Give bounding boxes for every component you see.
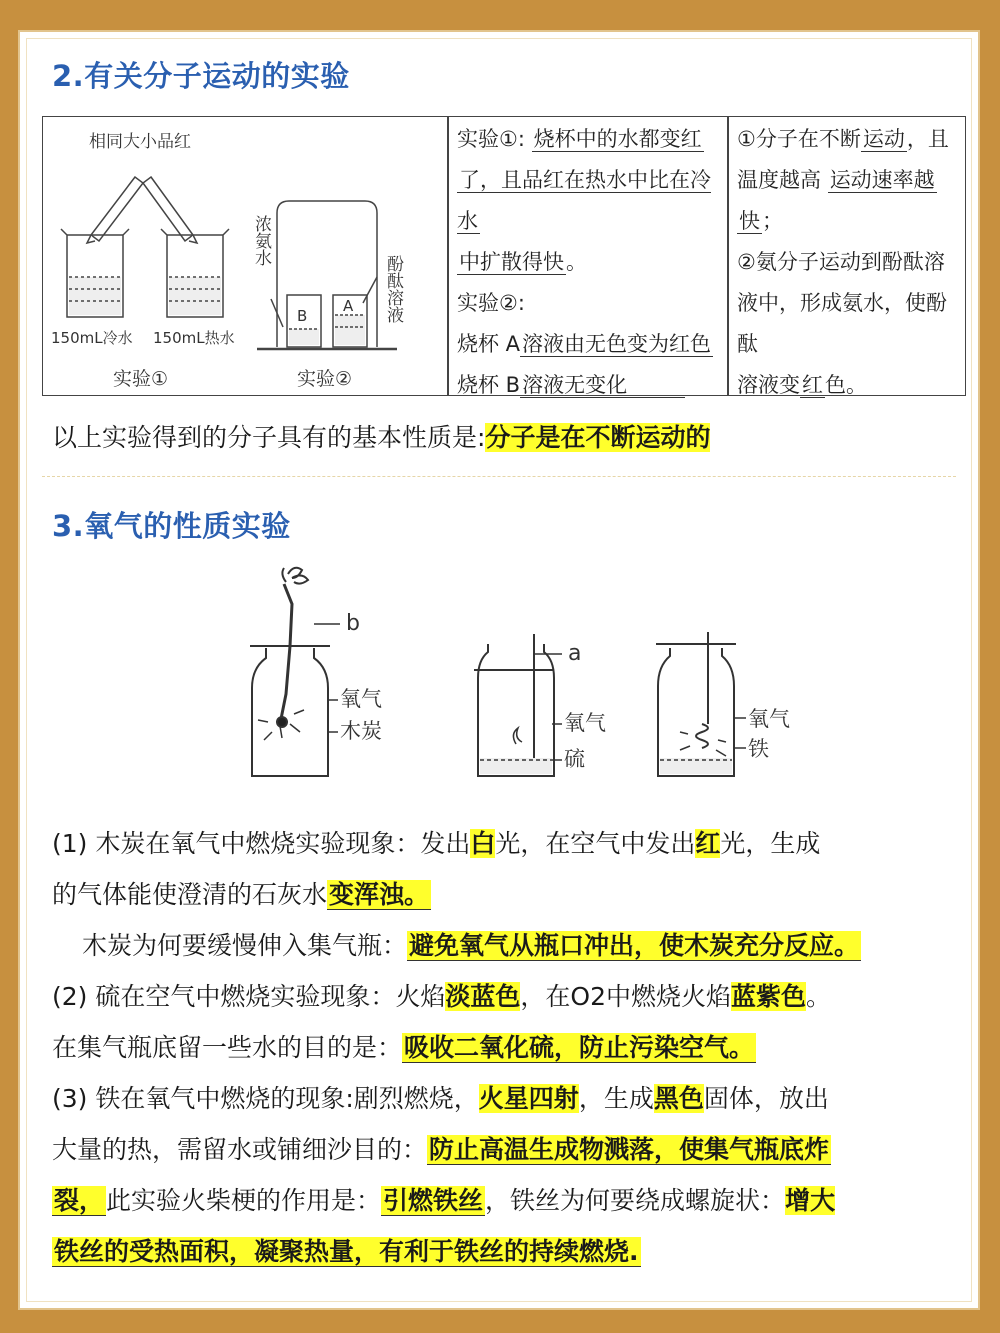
p3-sparks: 火星四射 <box>478 1084 579 1113</box>
exp2-prefix: 实验②: <box>457 291 525 315</box>
p3-c: ，生成 <box>578 1084 654 1113</box>
bell-jar <box>257 201 397 349</box>
beaker-cold-label: 150mL冷水 <box>51 329 133 347</box>
jar3-substance: 铁 <box>748 737 769 761</box>
p2-a: (2) 硫在空气中燃烧实验现象：火焰 <box>52 982 446 1011</box>
beaker-a-label: A <box>343 297 354 315</box>
dropper-right <box>143 177 197 243</box>
p3-black: 黑色 <box>653 1084 704 1113</box>
p3-spiral-2: 铁丝的受热面积，凝聚热量，有利于铁丝的持续燃烧. <box>54 1237 639 1266</box>
conclusion-l1c: ，且 <box>906 127 949 151</box>
jar1-gas: 氧气 <box>340 687 382 711</box>
p2-e: 。 <box>806 982 832 1011</box>
p3-k: ，铁丝为何要绕成螺旋状： <box>485 1186 786 1215</box>
experiment1-caption: 实验① <box>113 368 169 390</box>
jar1-substance: 木炭 <box>340 719 382 743</box>
beakerB-result: 溶液无变化 <box>520 373 685 398</box>
p3-i: 此实验火柴梗的作用是： <box>106 1186 382 1215</box>
phenolphthalein-label: 酚酞溶液 <box>383 255 403 323</box>
conclusion-l2b: 运动速率越 <box>829 168 935 192</box>
section-divider <box>42 476 956 477</box>
beaker-cold <box>61 229 129 317</box>
p3-purpose-1: 防止高温生成物溅落，使集气瓶底炸 <box>429 1135 830 1164</box>
jar-charcoal <box>250 568 330 776</box>
jar-sulfur <box>474 634 554 776</box>
experiment-table <box>42 116 966 396</box>
exp1-result-b: 了，且品红在热水中比在冷水 <box>457 168 711 233</box>
molecule-summary <box>52 418 710 454</box>
label-a: a <box>568 641 582 666</box>
jar-iron <box>656 632 736 776</box>
p2-blue-purple: 蓝紫色 <box>730 982 806 1011</box>
p1-a: (1) 木炭在氧气中燃烧实验现象：发出 <box>52 829 471 858</box>
conclusion-l3a: 快 <box>739 209 760 233</box>
oxygen-figure <box>230 564 810 794</box>
conclusion-l3b: ； <box>762 209 783 233</box>
dropper-left <box>87 177 143 243</box>
jar2-substance: 硫 <box>564 747 585 771</box>
conclusion-l4: ②氨分子运动到酚酞溶 <box>737 250 945 274</box>
p1-f: 的气体能使澄清的石灰水 <box>52 880 328 909</box>
p2-f: 在集气瓶底留一些水的目的是： <box>52 1033 403 1062</box>
p1-white: 白 <box>470 829 496 858</box>
summary-answer: 分子是在不断运动的 <box>485 423 711 452</box>
pin-hong-label: 相同大小品红 <box>89 132 191 152</box>
conclusion-l6a: 溶液变 <box>737 373 800 397</box>
exp1-result-c: 中扩散得快 <box>459 250 564 274</box>
jar2-gas: 氧气 <box>564 711 606 735</box>
exp1-prefix: 实验①: <box>457 127 525 151</box>
p1-e: 光，生成 <box>720 829 821 858</box>
conclusion-l5: 液中，形成氨水，使酚酞 <box>737 291 947 356</box>
p3-f: 大量的热，需留水或铺细沙目的： <box>52 1135 428 1164</box>
p3-e: 固体，放出 <box>703 1084 829 1113</box>
p1b-question: 木炭为何要缓慢伸入集气瓶： <box>82 931 408 960</box>
p3-ignite: 引燃铁丝 <box>383 1186 484 1215</box>
p2-purpose: 吸收二氧化硫，防止污染空气。 <box>404 1033 755 1062</box>
p1-turbid: 变浑浊。 <box>329 880 430 909</box>
observation-cell <box>457 119 723 406</box>
p3-spiral-1: 增大 <box>785 1186 836 1215</box>
p3-a: (3) 铁在氧气中燃烧的现象:剧烈燃烧， <box>52 1084 479 1113</box>
p2-light-blue: 淡蓝色 <box>445 982 521 1011</box>
p2-c: ，在O2中燃烧火焰 <box>520 982 731 1011</box>
conclusion-l2a: 温度越高 <box>737 168 821 192</box>
section3-title: 3.氧气的性质实验 <box>52 509 291 543</box>
section2-title: 2.有关分子运动的实验 <box>52 59 350 93</box>
beakerA-label: 烧杯 A <box>457 332 521 356</box>
p3-purpose-2: 裂， <box>54 1186 105 1215</box>
exp1-end: 。 <box>566 250 587 274</box>
conclusion-l1a: ①分子在不断 <box>737 127 861 151</box>
exp1-result-a: 烧杯中的水都变红 <box>533 127 702 151</box>
p1-red: 红 <box>695 829 721 858</box>
table-divider-1 <box>447 117 449 395</box>
content-card <box>18 30 980 1310</box>
beaker-hot-label: 150mL热水 <box>153 329 235 347</box>
conclusion-l1b: 运动 <box>862 127 905 151</box>
charcoal-paragraph <box>52 818 948 971</box>
p1-c: 光，在空气中发出 <box>495 829 696 858</box>
summary-prefix: 以上实验得到的分子具有的基本性质是: <box>52 423 486 452</box>
conclusion-cell <box>737 119 963 406</box>
beakerA-result: 溶液由无色变为红色 <box>522 332 712 356</box>
iron-paragraph <box>52 1073 948 1277</box>
beakerB-label: 烧杯 B <box>457 373 521 397</box>
conclusion-l6b: 红 <box>802 373 823 397</box>
experiment2-caption: 实验② <box>297 368 353 390</box>
molecular-motion-figure <box>43 117 447 395</box>
label-b: b <box>346 611 360 636</box>
table-divider-2 <box>727 117 729 395</box>
conclusion-l6c: 色。 <box>825 373 867 397</box>
sulfur-paragraph <box>52 971 948 1073</box>
beaker-b-label: B <box>297 307 308 325</box>
p1b-answer: 避免氧气从瓶口冲出，使木炭充分反应。 <box>409 931 860 960</box>
ammonia-label: 浓氨水 <box>251 215 271 266</box>
jar3-gas: 氧气 <box>748 707 790 731</box>
